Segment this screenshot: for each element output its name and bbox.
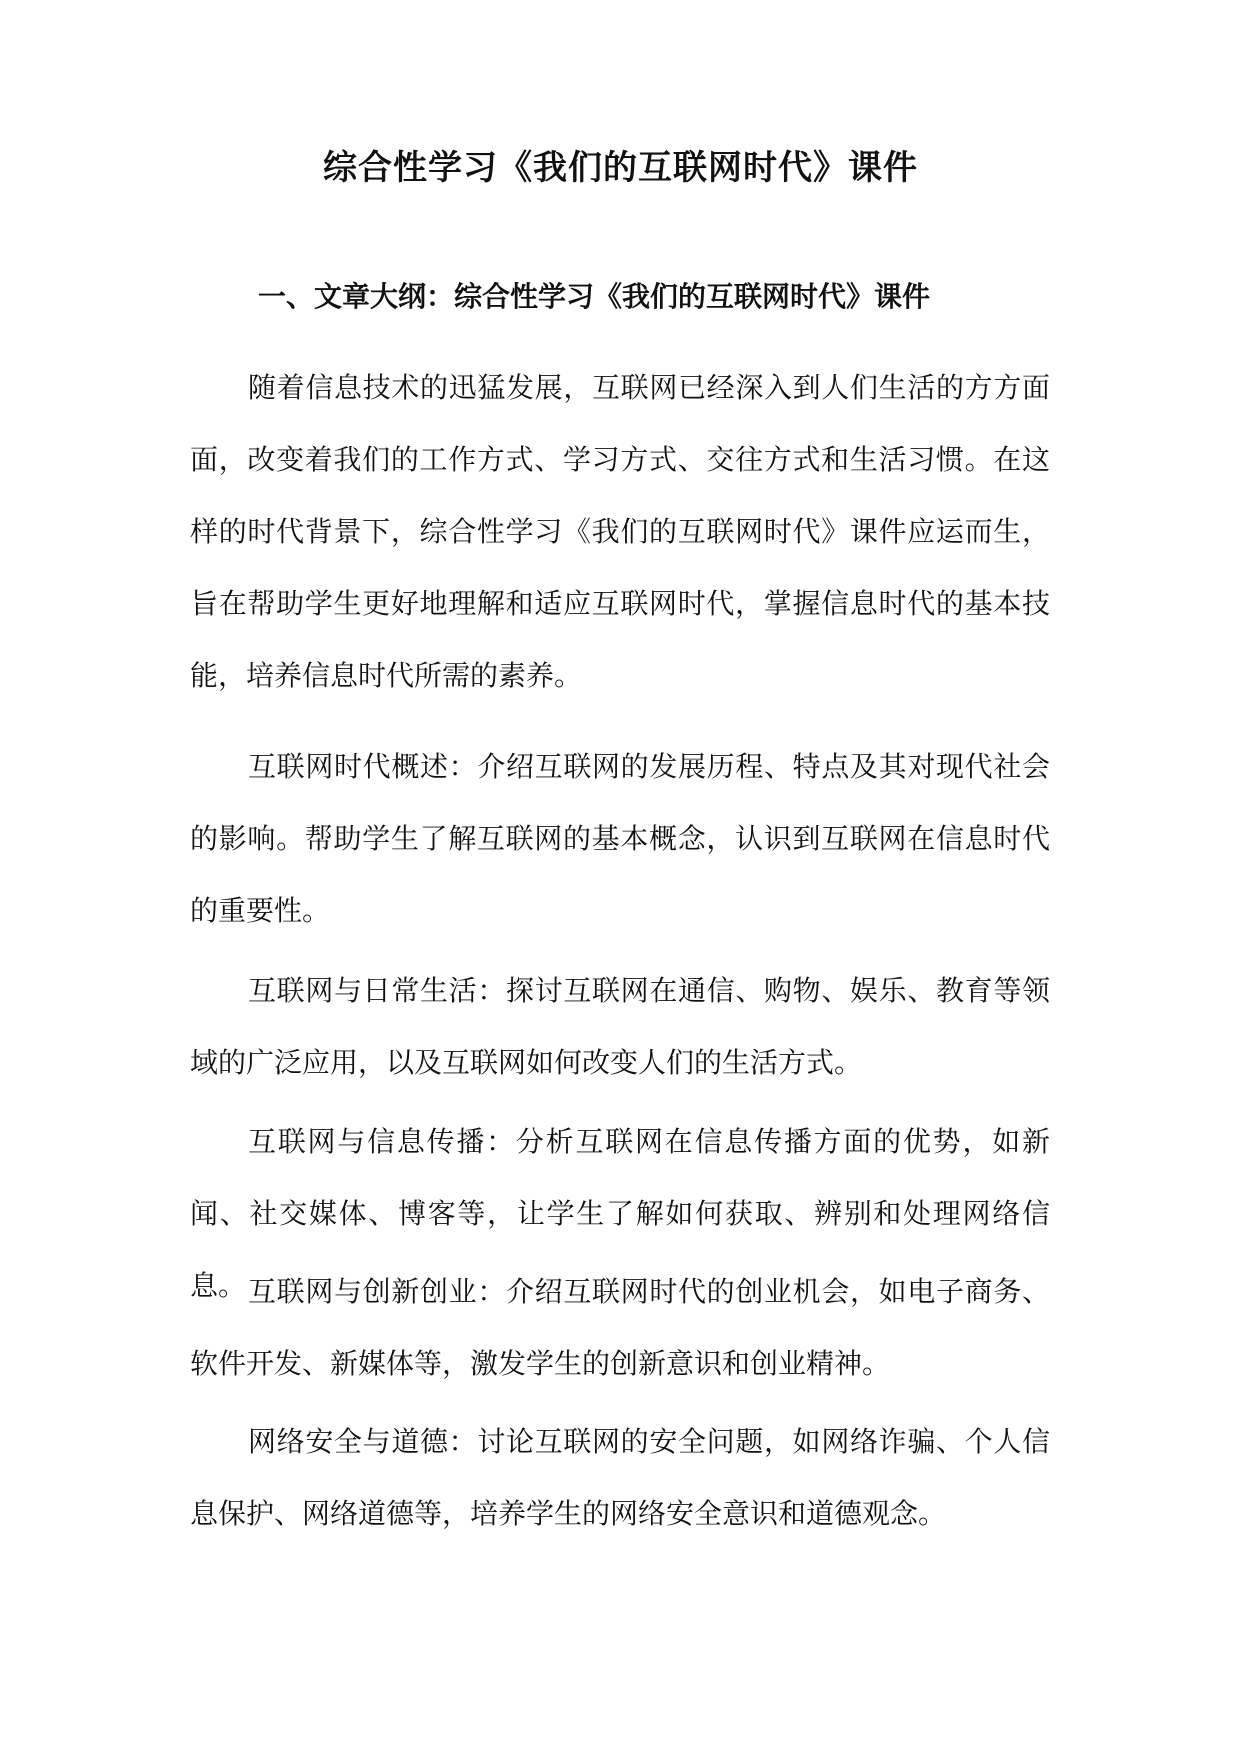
paragraph-intro: 随着信息技术的迅猛发展，互联网已经深入到人们生活的方方面面，改变着我们的工作方式、学习方式、交往方式和生活习惯。在这样的时代背景下，综合性学习《我们的互联网时代》课件应运而生，旨在帮助学生更好地理解和适应互联网时代，掌握信息时代的基本技能，培养信息时代所需的素养。 <box>190 371 1050 692</box>
paragraph-overview: 互联网时代概述：介绍互联网的发展历程、特点及其对现代社会的影响。帮助学生了解互联网的基本概念，认识到互联网在信息时代的重要性。 <box>190 750 1050 927</box>
paragraph-daily-life: 互联网与日常生活：探讨互联网在通信、购物、娱乐、教育等领域的广泛应用，以及互联网如何改变人们的生活方式。 <box>190 974 1050 1079</box>
section-heading: 一、文章大纲：综合性学习《我们的互联网时代》课件 <box>258 280 931 313</box>
paragraph-security-ethics: 网络安全与道德：讨论互联网的安全问题，如网络诈骗、个人信息保护、网络道德等，培养学生的网络安全意识和道德观念。 <box>190 1425 1050 1530</box>
paragraph-innovation: 互联网与创新创业：介绍互联网时代的创业机会，如电子商务、软件开发、新媒体等，激发学生的创新意识和创业精神。 <box>190 1275 1050 1380</box>
document-title: 综合性学习《我们的互联网时代》课件 <box>323 148 918 188</box>
paragraph-information-spread: 互联网与信息传播：分析互联网在信息传播方面的优势，如新闻、社交媒体、博客等，让学生了解如何获取、辨别和处理网络信息。 <box>190 1125 1050 1302</box>
